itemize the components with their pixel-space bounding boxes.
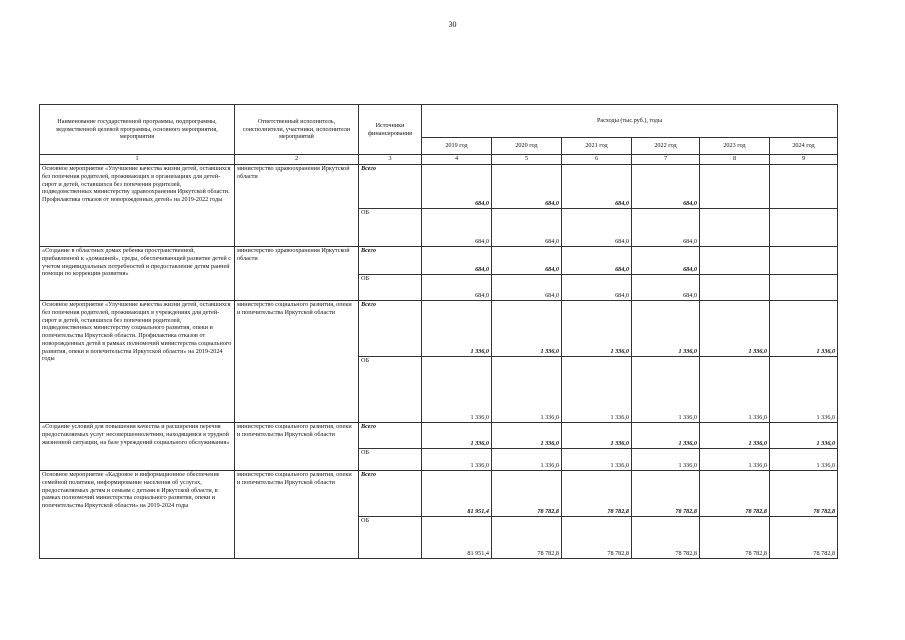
amount-total: 78 782,8 [770,471,838,517]
amount-ob: 78 782,8 [562,517,632,559]
amount-total: 1 336,0 [770,301,838,357]
header-year: 2019 год [422,138,492,155]
amount-total: 78 782,8 [492,471,562,517]
header-year: 2020 год [492,138,562,155]
activity-name: Основное мероприятие «Кадровое и информационное обеспечение семейной политики, информирование населения об услугах, предоставляемых детям и семьям с детьми в Иркутской области, в рамках полномочий министерства социального развития, опеки и попечительства Иркутской области» на 2019-2024 годы [40,471,235,559]
column-index: 4 [422,155,492,165]
column-index: 7 [632,155,700,165]
activity-name: «Создание в областных домах ребенка пространственной, прибавленной к «домашней», среды, обеспечивающей развитие детей с учетом индивидуальных потребностей и предоставление детям ранней помощи по коррекции развития» [40,247,235,301]
amount-ob: 1 336,0 [700,449,770,471]
amount-ob: 684,0 [492,209,562,247]
amount-ob: 1 336,0 [492,357,562,423]
activity-name: Основное мероприятие «Улучшение качества жизни детей, оставшихся без попечения родителей, проживающих в учреждениях для детей-сирот и детей, оставшихся без попечения родителей, подведомственных министерству социального развития, опеки и попечительства Иркутской области. Профилактика отказов от новорожденных детей в рамках полномочий министерства социального развития, опеки и попечительства Иркутской области» на 2019-2024 годы [40,301,235,423]
header-responsible: Ответственный исполнитель, соисполнители, участники, исполнители мероприятий [235,105,359,155]
budget-table [39,104,838,559]
amount-ob: 684,0 [422,209,492,247]
amount-total: 684,0 [632,165,700,209]
amount-ob: 1 336,0 [492,449,562,471]
amount-ob: 1 336,0 [632,357,700,423]
table-row [40,165,838,209]
activity-name: Основное мероприятие «Улучшение качества жизни детей, оставшихся без попечения родителей, проживающих в организациях для детей-сирот и детей, оставшихся без попечения родителей, подведомственных министерству здравоохранения Иркутской области. Профилактика отказов от новорожденных детей» на 2019-2022 годы [40,165,235,247]
amount-total: 684,0 [632,247,700,275]
source-total-label: Всего [359,423,422,449]
header-expenses: Расходы (тыс.руб.), годы [422,105,838,138]
amount-ob: 684,0 [492,275,562,301]
header-year: 2021 год [562,138,632,155]
amount-total: 1 336,0 [562,301,632,357]
amount-ob: 1 336,0 [700,357,770,423]
amount-ob: 1 336,0 [562,449,632,471]
header-year: 2024 год [770,138,838,155]
amount-total: 684,0 [562,165,632,209]
amount-total: 1 336,0 [492,301,562,357]
amount-total: 81 951,4 [422,471,492,517]
table-row [40,301,838,357]
activity-name: «Создание условий для повышения качества и расширения перечня предоставляемых услуг несовершеннолетним, находящимся в трудной жизненной ситуации, на базе учреждений социального обслуживания» [40,423,235,471]
column-index: 8 [700,155,770,165]
amount-ob [700,275,770,301]
amount-total [700,165,770,209]
amount-total: 1 336,0 [632,423,700,449]
column-index: 1 [40,155,235,165]
amount-total: 1 336,0 [422,423,492,449]
amount-total: 1 336,0 [770,423,838,449]
amount-total: 1 336,0 [422,301,492,357]
responsible-executor: министерство социального развития, опеки и попечительства Иркутской области [235,471,359,559]
table-row [40,423,838,449]
header-year: 2022 год [632,138,700,155]
amount-total: 684,0 [422,165,492,209]
amount-total: 78 782,8 [700,471,770,517]
header-source: Источники финансирования [359,105,422,155]
amount-ob: 1 336,0 [632,449,700,471]
table-row [40,247,838,275]
amount-total: 1 336,0 [700,301,770,357]
amount-ob: 1 336,0 [422,449,492,471]
amount-ob [770,209,838,247]
amount-total: 1 336,0 [492,423,562,449]
source-ob-label: ОБ [359,357,422,423]
amount-ob: 684,0 [632,209,700,247]
source-total-label: Всего [359,301,422,357]
amount-ob: 1 336,0 [770,357,838,423]
header-year: 2023 год [700,138,770,155]
amount-total: 1 336,0 [632,301,700,357]
amount-ob: 684,0 [422,275,492,301]
amount-ob: 684,0 [632,275,700,301]
amount-ob: 78 782,8 [700,517,770,559]
amount-total: 684,0 [562,247,632,275]
header-name: Наименование государственной программы, подпрограммы, ведомственной целевой программы, основного мероприятия, мероприятия [40,105,235,155]
source-ob-label: ОБ [359,449,422,471]
table-row [40,471,838,517]
source-ob-label: ОБ [359,517,422,559]
responsible-executor: министерство здравоохранения Иркутской области [235,247,359,301]
amount-ob: 1 336,0 [770,449,838,471]
source-total-label: Всего [359,165,422,209]
source-ob-label: ОБ [359,275,422,301]
responsible-executor: министерство здравоохранения Иркутской области [235,165,359,247]
column-index: 6 [562,155,632,165]
source-total-label: Всего [359,471,422,517]
responsible-executor: министерство социального развития, опеки и попечительства Иркутской области [235,423,359,471]
amount-total: 1 336,0 [562,423,632,449]
amount-ob: 78 782,8 [632,517,700,559]
amount-ob: 1 336,0 [562,357,632,423]
amount-ob [700,209,770,247]
amount-ob: 684,0 [562,209,632,247]
amount-ob: 78 782,8 [492,517,562,559]
amount-total: 684,0 [422,247,492,275]
amount-ob: 1 336,0 [422,357,492,423]
column-index: 9 [770,155,838,165]
source-ob-label: ОБ [359,209,422,247]
amount-ob: 684,0 [562,275,632,301]
source-total-label: Всего [359,247,422,275]
amount-ob: 78 782,8 [770,517,838,559]
amount-total: 78 782,8 [632,471,700,517]
amount-total [770,165,838,209]
page-number: 30 [448,20,457,29]
amount-total [770,247,838,275]
amount-total: 684,0 [492,247,562,275]
amount-ob: 81 951,4 [422,517,492,559]
column-index: 3 [359,155,422,165]
amount-total: 684,0 [492,165,562,209]
amount-total: 78 782,8 [562,471,632,517]
amount-total [700,247,770,275]
amount-total: 1 336,0 [700,423,770,449]
amount-ob [770,275,838,301]
column-index: 2 [235,155,359,165]
responsible-executor: министерство социального развития, опеки и попечительства Иркутской области [235,301,359,423]
column-index: 5 [492,155,562,165]
